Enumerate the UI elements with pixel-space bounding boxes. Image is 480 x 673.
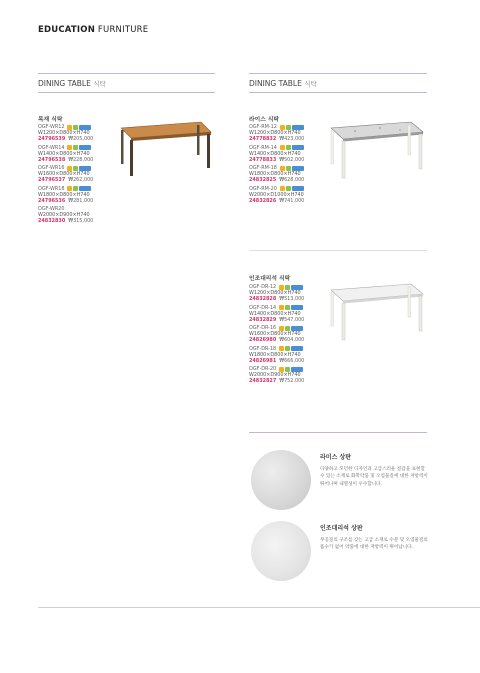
list-item [249, 325, 304, 343]
item-code: OGF-WR16 [38, 165, 65, 172]
left-section-title [38, 79, 106, 88]
green-badge-icon [285, 346, 290, 351]
eco-badge-icon [67, 125, 72, 130]
cert-badges [279, 346, 304, 351]
price: ₩628,000 [279, 177, 305, 184]
list-item [38, 124, 93, 142]
eco-badge-icon [67, 186, 72, 191]
cert-badges [280, 145, 305, 150]
eco-badge-icon [279, 305, 284, 310]
material-title: 인조대리석 상판 [320, 525, 363, 532]
list-item [38, 145, 93, 163]
part-number: 24826980 [249, 337, 277, 344]
right-heading-ko: 식탁 [304, 80, 317, 88]
brand-light: FURNITURE [95, 25, 149, 35]
eco-badge-icon [279, 346, 284, 351]
eco-badge-icon [280, 166, 285, 171]
green-badge-icon [73, 125, 78, 130]
cert-badge-icon [79, 186, 91, 191]
wood-table-image [113, 118, 213, 178]
part-number: 24832826 [249, 197, 277, 204]
lamis-table-image [325, 118, 427, 180]
green-badge-icon [73, 166, 78, 171]
cert-badge-icon [79, 145, 91, 150]
part-number: 24796539 [38, 136, 66, 142]
green-badge-icon [285, 285, 290, 290]
cert-badge-icon [292, 145, 304, 150]
eco-badge-icon [67, 145, 72, 150]
list-item [38, 206, 93, 224]
item-code: OGF-DR-20 [249, 366, 277, 373]
category-marble: 인조대리석 식탁 [249, 276, 291, 282]
item-code: OGF-DR-18 [249, 345, 277, 352]
price: ₩281,000 [68, 197, 94, 204]
cert-badges [279, 285, 304, 290]
eco-badge-icon [279, 285, 284, 290]
cert-badges [279, 326, 304, 331]
item-code: OGF-RM-14 [249, 144, 277, 151]
list-item [249, 186, 305, 204]
right-section-title [249, 79, 317, 88]
item-size: W1800×D800×H740 [249, 351, 301, 358]
green-badge-icon [286, 125, 291, 130]
item-code: OGF-WR12 [38, 124, 65, 130]
price: ₩513,000 [279, 296, 305, 302]
eco-badge-icon [279, 367, 284, 372]
lamis-swatch [251, 450, 311, 510]
list-item [38, 165, 93, 183]
marble-table-image [325, 280, 427, 342]
cert-badges [280, 186, 305, 191]
list-item [249, 165, 305, 183]
item-code: OGF-RM-18 [249, 165, 277, 172]
cert-badges [280, 125, 305, 130]
brand-bold: EDUCATION [38, 25, 96, 35]
category-wood: 목재 식탁 [38, 117, 63, 123]
list-item [249, 284, 304, 302]
green-badge-icon [285, 326, 290, 331]
item-size: W1400×D800×H740 [249, 310, 301, 317]
item-size: W1400×D800×H740 [38, 150, 90, 157]
cert-badge-icon [292, 166, 304, 171]
item-size: W2000×D900×H740 [249, 372, 301, 379]
item-code: OGF-WR14 [38, 144, 65, 151]
material-description: 무공질의 구조를 갖는 고급 소재로 수분 및 오염물질의 흡수가 없어 약품에 대한 저항력이 뛰어납니다. [320, 538, 428, 551]
green-badge-icon [286, 166, 291, 171]
item-size: W1200×D800×H740 [249, 130, 301, 136]
green-badge-icon [286, 145, 291, 150]
part-number: 24796538 [38, 156, 66, 163]
price: ₩666,000 [279, 357, 305, 364]
list-item [249, 305, 304, 323]
item-code: OGF-RM-20 [249, 185, 277, 192]
left-heading: DINING TABLE [38, 79, 91, 88]
right-heading: DINING TABLE [249, 79, 302, 88]
part-number: 24832825 [249, 177, 277, 184]
part-number: 24832827 [249, 378, 277, 385]
left-heading-ko: 식탁 [93, 80, 106, 88]
item-code: OGF-DR-16 [249, 325, 277, 332]
right-top-rule [249, 73, 427, 74]
item-size: W1800×D800×H740 [38, 191, 90, 198]
item-code: OGF-DR-14 [249, 304, 277, 311]
price: ₩205,000 [68, 136, 94, 142]
eco-badge-icon [279, 326, 284, 331]
price: ₩315,000 [68, 218, 94, 225]
part-number: 24796537 [38, 177, 66, 184]
item-code: OGF-WR18 [38, 185, 65, 192]
cert-badge-icon [292, 186, 304, 191]
eco-badge-icon [280, 125, 285, 130]
item-size: W2000×D900×H740 [38, 212, 90, 219]
cert-badge-icon [291, 346, 303, 351]
part-number: 24832829 [249, 316, 277, 323]
marble-item-list [249, 284, 304, 387]
right-bottom-rule [249, 92, 427, 93]
item-size: W1800×D800×H740 [249, 171, 301, 178]
part-number: 24832828 [249, 296, 277, 302]
green-badge-icon [73, 145, 78, 150]
list-item [249, 366, 304, 384]
brand-header [38, 25, 148, 35]
cert-badge-icon [292, 125, 304, 130]
green-badge-icon [286, 186, 291, 191]
item-size: W1600×D800×H740 [38, 171, 90, 178]
part-number: 24832830 [38, 218, 66, 225]
cert-badge-icon [291, 285, 303, 290]
part-number: 24778833 [249, 156, 277, 163]
eco-badge-icon [280, 186, 285, 191]
green-badge-icon [285, 305, 290, 310]
cert-badge-icon [79, 125, 91, 130]
cert-badges [280, 166, 305, 171]
cert-badge-icon [291, 305, 303, 310]
item-size: W1200×D800×H740 [249, 290, 301, 296]
part-number: 24778832 [249, 136, 277, 142]
cert-badges [279, 305, 304, 310]
price: ₩604,000 [279, 337, 305, 344]
item-size: W1400×D800×H740 [249, 150, 301, 157]
green-badge-icon [73, 186, 78, 191]
price: ₩228,000 [68, 156, 94, 163]
item-size: W2000×D1000×H740 [249, 191, 304, 198]
cert-badges [67, 145, 92, 150]
price: ₩423,000 [279, 136, 305, 142]
eco-badge-icon [280, 145, 285, 150]
item-code: OGF-DR-12 [249, 284, 277, 290]
part-number: 24796536 [38, 197, 66, 204]
item-size: W1600×D800×H740 [249, 331, 301, 338]
lamis-item-list [249, 124, 305, 206]
materials-rule [249, 432, 427, 433]
material-title: 라미스 상판 [320, 454, 352, 461]
cert-badges [67, 166, 92, 171]
item-size: W1200×D800×H740 [38, 130, 90, 136]
category-lamis: 라이스 식탁 [249, 117, 280, 123]
marble-swatch [251, 521, 311, 581]
cert-badge-icon [79, 166, 91, 171]
green-badge-icon [285, 367, 290, 372]
cert-badges [279, 367, 304, 372]
price: ₩502,000 [279, 156, 305, 163]
item-code: OGF-RM-12 [249, 124, 277, 130]
price: ₩262,000 [68, 177, 94, 184]
list-item [249, 346, 304, 364]
price: ₩741,000 [279, 197, 305, 204]
cert-badges [67, 186, 92, 191]
price: ₩547,000 [279, 316, 305, 323]
list-item [249, 145, 305, 163]
list-item [38, 186, 93, 204]
left-bottom-rule [38, 92, 215, 93]
cert-badges [67, 125, 92, 130]
material-description: 다양하고 모던한 디자인과 고급스러운 질감을 표현할 수 있는 소재로 화학약품 및 오염물질에 대한 저항력이 뛰어나며 내열성이 우수합니다. [320, 467, 428, 487]
right-divider [249, 250, 427, 251]
left-item-list [38, 124, 93, 227]
price: ₩752,000 [279, 378, 305, 385]
eco-badge-icon [67, 166, 72, 171]
left-top-rule [38, 73, 215, 74]
footer-rule [38, 607, 480, 608]
list-item [249, 124, 305, 142]
cert-badge-icon [291, 367, 303, 372]
cert-badge-icon [291, 326, 303, 331]
item-code: OGF-WR20 [38, 206, 65, 213]
part-number: 24826981 [249, 357, 277, 364]
